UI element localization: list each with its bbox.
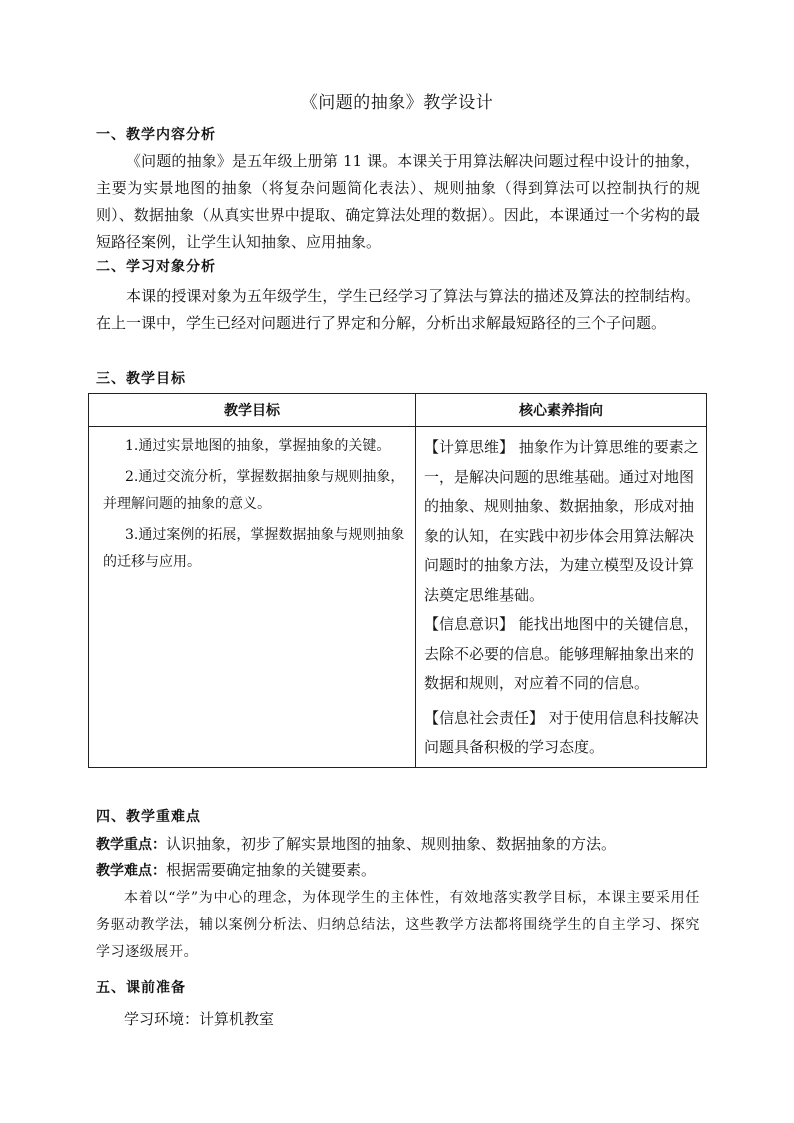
- literacy-cell: [416, 427, 707, 768]
- content-analysis-paragraph: 《问题的抽象》是五年级上册第 11 课。本课关于用算法解决问题过程中设计的抽象，主要为实景地图的抽象（将复杂问题简化表法）、规则抽象（得到算法可以控制执行的规则）、数据抽象（从真实世界中提取、确定算法处理的数据）。因此，本课通过一个劣构的最短路径案例，让学生认知抽象、应用抽象。: [96, 152, 700, 251]
- section-heading-content-analysis: 一、教学内容分析: [96, 127, 216, 143]
- key-point-text: 认识抽象，初步了解实景地图的抽象、规则抽象、数据抽象的方法。: [166, 835, 617, 853]
- literacy-column-header: 核心素养指向: [416, 394, 707, 427]
- section-heading-preparation: 五、课前准备: [96, 980, 186, 996]
- literacy-item-social-responsibility: 【信息社会责任】 对于使用信息科技解决问题具备积极的学习态度。: [424, 708, 699, 756]
- table-row: [89, 427, 707, 768]
- teaching-method-paragraph: 本着以“学”为中心的理念，为体现学生的主体性，有效地落实教学目标，本课主要采用任务驱动教学法，辅以案例分析法、归纳总结法，这些教学方法都将围绕学生的自主学习、探究学习逐级展开。: [96, 890, 700, 960]
- literacy-item-computational-thinking: 【计算思维】 抽象作为计算思维的要素之一，是解决问题的思维基础。通过对地图的抽象、规则抽象、数据抽象，形成对抽象的认知，在实践中初步体会用算法解决问题时的抽象方法，为建立模型及设计算法奠定思维基础。: [424, 438, 699, 604]
- objectives-cell: [89, 427, 416, 768]
- section-heading-key-points: 四、教学重难点: [96, 809, 201, 825]
- key-point-line: [96, 833, 616, 854]
- section-heading-learner-analysis: 二、学习对象分析: [96, 259, 216, 275]
- table-header-row: [89, 394, 707, 427]
- learner-analysis-paragraph: 本课的授课对象为五年级学生，学生已经学习了算法与算法的描述及算法的控制结构。在上一课中，学生已经对问题进行了界定和分解，分析出求解最短路径的三个子问题。: [96, 287, 700, 332]
- objectives-column-header: 教学目标: [89, 394, 416, 427]
- document-title: 《问题的抽象》教学设计: [300, 93, 494, 113]
- objectives-table: [88, 393, 707, 768]
- section-heading-objectives: 三、教学目标: [96, 371, 186, 387]
- objective-item: 2.通过交流分析，掌握数据抽象与规则抽象，并理解问题的抽象的意义。: [103, 469, 405, 512]
- difficulty-text: 根据需要确定抽象的关键要素。: [166, 861, 377, 879]
- literacy-item-information-awareness: 【信息意识】 能找出地图中的关键信息，去除不必要的信息。能够理解抽象出来的数据和规则，对应着不同的信息。: [424, 615, 699, 692]
- objective-item: 3.通过案例的拓展，掌握数据抽象与规则抽象的迁移与应用。: [103, 527, 405, 570]
- difficulty-line: [96, 859, 376, 880]
- difficulty-label: 教学难点：: [96, 863, 166, 879]
- objective-item: 1.通过实景地图的抽象，掌握抽象的关键。: [125, 438, 391, 454]
- key-point-label: 教学重点：: [96, 837, 166, 853]
- learning-environment-text: 学习环境：计算机教室: [124, 1010, 275, 1028]
